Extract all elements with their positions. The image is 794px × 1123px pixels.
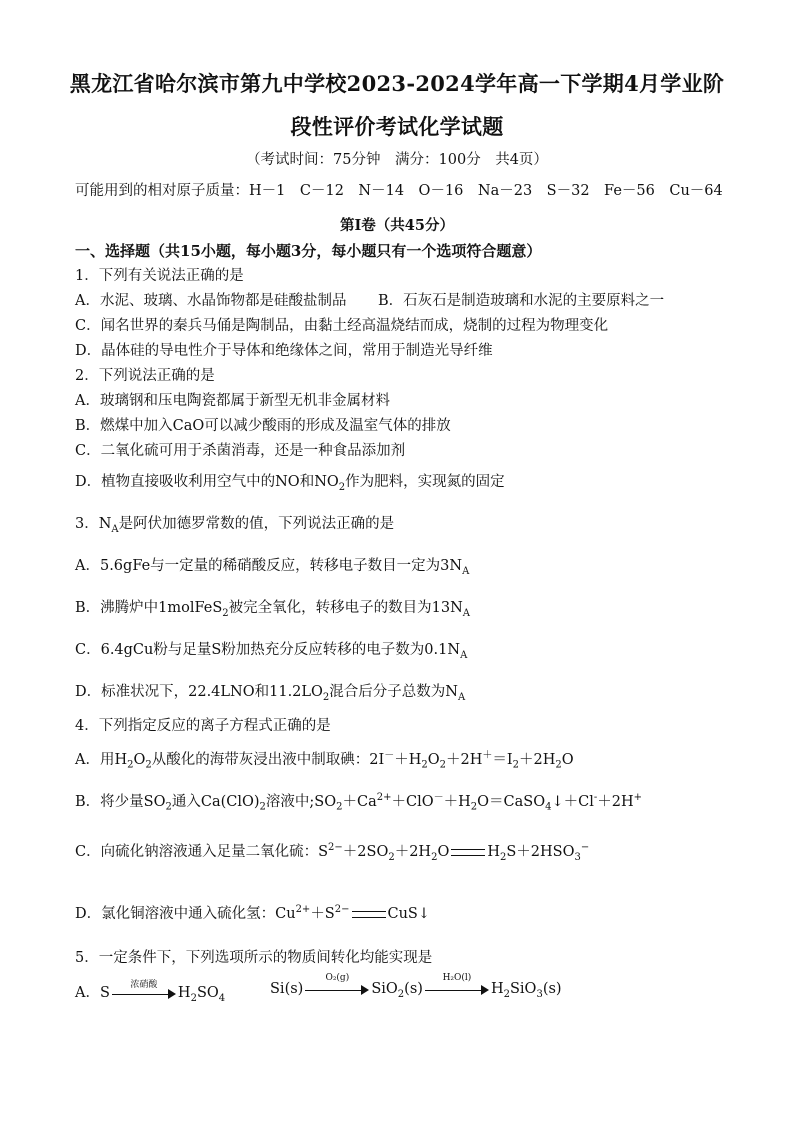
q3-option-c: C．6.4gCu粉与足量S粉加热充分反应转移的电子数为$0.1N_A$ bbox=[75, 642, 468, 661]
q4-stem: 4．下列指定反应的离子方程式正确的是 bbox=[75, 718, 331, 734]
q4-option-a: A．用$H_2O_2$从酸化的海带灰浸出液中制取碘：$2I^-+H_2O_2+2H^+=I_2+2H_2O$ bbox=[75, 750, 574, 771]
q5-option-a-si-route: Si(s) O₂(g) SiO$_2$(s) H₂O(l) $H_2SiO_3(s)$ bbox=[270, 973, 562, 1000]
q2-option-b: B．燃煤中加入CaO可以减少酸雨的形成及温室气体的排放 bbox=[75, 418, 451, 434]
exam-title-line1: 黑龙江省哈尔滨市第九中学校2023-2024学年高一下学期4月学业阶 bbox=[69, 71, 725, 96]
q1-stem: 1．下列有关说法正确的是 bbox=[75, 268, 244, 284]
q3-option-d: D．标准状况下，22.4LNO和$11.2LO_2$混合后分子总数为$N_A$ bbox=[75, 684, 466, 703]
q1-option-d: D．晶体硅的导电性介于导体和绝缘体之间，常用于制造光导纤维 bbox=[75, 343, 493, 359]
exam-title-line2: 段性评价考试化学试题 bbox=[290, 114, 504, 139]
atomic-masses: 可能用到的相对原子质量：H－1 C－12 N－14 O－16 Na－23 S－32 Fe－56 Cu－64 bbox=[75, 183, 723, 199]
q3-option-a: A．5.6gFe与一定量的稀硝酸反应，转移电子数目一定为$3N_A$ bbox=[75, 558, 470, 577]
q2-option-a: A．玻璃钢和压电陶瓷都属于新型无机非金属材料 bbox=[75, 393, 390, 409]
q4-option-c: C．向硫化钠溶液通入足量二氧化硫：$S^{2-}+2SO_2+2H_2O$ $H_2S+2HSO_3^-$ bbox=[75, 842, 590, 863]
q5-option-a: A．S 浓硝酸 $H_2SO_4$ bbox=[75, 980, 226, 1004]
q3-option-b: B．沸腾炉中1molFeS$_2$被完全氧化，转移电子的数目为$13N_A$ bbox=[75, 600, 471, 619]
part-title: 第Ⅰ卷（共45分） bbox=[340, 217, 454, 234]
q1-option-c: C．闻名世界的秦兵马俑是陶制品，由黏土经高温烧结而成，烧制的过程为物理变化 bbox=[75, 318, 609, 334]
q5-stem: 5．一定条件下，下列选项所示的物质间转化均能实现是 bbox=[75, 950, 433, 966]
reaction-arrow: O₂(g) bbox=[305, 982, 369, 996]
reaction-arrow: 浓硝酸 bbox=[112, 986, 176, 1000]
q4-option-b: B．将少量$SO_2$通入$Ca(ClO)_2$溶液中$;SO_2+Ca^{2+}+ClO^-+H_2O=CaSO_4↓+Cl^-+2H^+$ bbox=[75, 792, 643, 813]
q1-option-b: B．石灰石是制造玻璃和水泥的主要原料之一 bbox=[378, 293, 665, 309]
q2-option-c: C．二氧化硫可用于杀菌消毒，还是一种食品添加剂 bbox=[75, 443, 406, 459]
q2-stem: 2．下列说法正确的是 bbox=[75, 368, 215, 384]
equals-bar bbox=[352, 911, 386, 918]
q3-stem: 3．$N_A$是阿伏加德罗常数的值，下列说法正确的是 bbox=[75, 516, 395, 535]
q2-option-d: D．植物直接吸收利用空气中的NO和$NO_2$作为肥料，实现氮的固定 bbox=[75, 474, 505, 493]
exam-info: （考试时间：75分钟 满分：100分 共4页） bbox=[246, 152, 548, 168]
section-title: 一、选择题（共15小题，每小题3分，每小题只有一个选项符合题意） bbox=[75, 242, 542, 260]
reaction-arrow: H₂O(l) bbox=[425, 982, 489, 996]
q4-option-d: D．氯化铜溶液中通入硫化氢：$Cu^{2+}+S^{2-}$ CuS↓ bbox=[75, 904, 431, 922]
equals-bar bbox=[451, 849, 485, 856]
q1-option-a: A．水泥、玻璃、水晶饰物都是硅酸盐制品 bbox=[75, 293, 347, 309]
